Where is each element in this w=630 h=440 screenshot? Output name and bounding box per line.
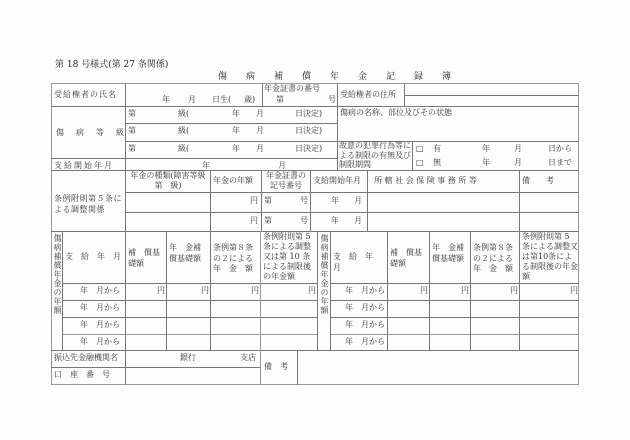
injury-description-field[interactable] [338, 120, 578, 140]
grade-year-label: 年 [232, 144, 240, 153]
payment-start-month: 月 [278, 161, 286, 170]
adj-month-label: 月 [354, 216, 362, 225]
adj-go-label: 号 [300, 196, 308, 205]
form-title [218, 69, 470, 82]
adj-year-label: 年 [331, 216, 339, 225]
bank-remarks-field[interactable] [298, 351, 578, 384]
certificate-number-label: 年金証書の番号 [264, 84, 320, 93]
title-char: 記 [386, 72, 396, 82]
age-label: 歳) [244, 95, 256, 104]
branch-label: 支店 [240, 353, 256, 362]
adj-go-label: 号 [300, 216, 308, 225]
adj-dai-label: 第 [264, 196, 272, 205]
annual-col-pension-base-left: 年 金補 償基礎額 [169, 243, 209, 263]
annual-col-art-supp-right-right: 条例附則第 5 条による調整又は第10条による制限後の年金額 [522, 232, 578, 281]
grade-kyu-label: 級( [178, 126, 190, 135]
annual-yen-label: 円 [201, 286, 209, 295]
grade-year-label: 年 [232, 126, 240, 135]
restriction-from-month: 月 [514, 144, 522, 153]
annual-yen-label: 円 [570, 286, 578, 295]
annual-amount-side-label-right: 傷病補償年金の年額 [320, 234, 329, 315]
title-char: 償 [302, 72, 312, 82]
restriction-to-suffix: 日まで [548, 158, 572, 167]
restriction-label: 故意の犯罪行為等による制限の有無及び制限期間 [339, 141, 411, 169]
annual-col-art-supp-left-left: 条例附則第 5 条による調整又は第 10 条による制限後の年金額 [263, 232, 311, 281]
title-char: 簿 [442, 72, 452, 82]
restriction-no-label: 無 [433, 158, 441, 167]
annual-yen-label: 円 [308, 286, 316, 295]
restriction-to-month: 月 [514, 158, 522, 167]
restriction-to-year: 年 [482, 158, 490, 167]
injury-description-label: 傷病の名称、部位及びその状態 [340, 108, 452, 117]
adj-yen-label: 円 [250, 216, 258, 225]
grade-month-label: 月 [256, 126, 264, 135]
annual-col-pension-base-right: 年 金補 償基礎額 [432, 243, 472, 263]
annual-row-month-left: 年 月から [80, 320, 120, 329]
annual-row-month-left: 年 月から [80, 286, 120, 295]
adj-month-label: 月 [354, 196, 362, 205]
birth-year-label: 年 [162, 95, 170, 104]
annual-yen-label: 円 [510, 286, 518, 295]
adj-col-social-insurance-office: 所 轄 社 会 保 険 事 務 所 等 [374, 176, 477, 185]
account-number-label: 口 座 番 号 [54, 370, 110, 379]
adj-col-pension-type: 年金の種類(障害等級第 級) [130, 171, 206, 190]
restriction-from-suffix: 日から [548, 144, 572, 153]
grade-kyu-label: 級( [178, 109, 190, 118]
annual-col-base-left: 補 償基礎額 [128, 248, 160, 268]
annual-yen-label: 円 [251, 286, 259, 295]
restriction-yes-label: 有 [433, 144, 441, 153]
annual-col-art8-left: 条例第８条の２による年 金 額 [213, 243, 253, 273]
annual-row-month-right: 年 月から [345, 337, 385, 346]
title-char: 病 [246, 72, 256, 82]
adjustment-label: 条例附則第５条による調整関係 [54, 194, 122, 214]
annual-col-art8-right: 条例第８条の２による年 金 額 [473, 243, 513, 273]
title-char: 年 [330, 72, 340, 82]
annual-col-pay-month-right: 支 給 年 月 [333, 252, 381, 272]
annual-row-month-right: 年 月から [345, 320, 385, 329]
grade-dai-label: 第 [128, 144, 136, 153]
restriction-yes-checkbox[interactable]: □ [416, 144, 424, 153]
bank-institution-label: 振込先金融機関名 [54, 353, 118, 362]
annual-row-month-right: 年 月から [345, 286, 385, 295]
adj-year-label: 年 [331, 196, 339, 205]
grade-kyu-label: 級( [178, 144, 190, 153]
grade-month-label: 月 [256, 109, 264, 118]
grade-dai-label: 第 [128, 109, 136, 118]
annual-yen-label: 円 [461, 286, 469, 295]
form-number: 第 18 号様式(第 27 条関係) [55, 60, 169, 70]
adj-col-start-month: 支給開始年月 [313, 176, 361, 185]
title-char: 金 [358, 72, 368, 82]
grade-year-label: 年 [232, 109, 240, 118]
annual-row-month-left: 年 月から [80, 303, 120, 312]
grade-decided-label: 日決定) [295, 126, 323, 135]
account-number-field[interactable] [126, 368, 259, 384]
grade-dai-label: 第 [128, 126, 136, 135]
annual-row-month-right: 年 月から [345, 303, 385, 312]
grade-label: 傷 病 等 級 [56, 128, 126, 137]
title-char: 補 [274, 72, 284, 82]
adj-col-remarks: 備 考 [522, 176, 554, 185]
grade-decided-label: 日決定) [295, 144, 323, 153]
adj-col-annual-amount: 年金の年額 [213, 176, 253, 185]
recipient-name-label: 受給権者の氏名 [54, 90, 117, 99]
cert-dai-label: 第 [276, 95, 284, 104]
bank-label: 銀行 [180, 353, 196, 362]
annual-row-month-left: 年 月から [80, 337, 120, 346]
annual-yen-label: 円 [420, 286, 428, 295]
title-char: 録 [414, 72, 424, 82]
annual-col-pay-month-left: 支 給 年 月 [65, 252, 121, 261]
restriction-no-checkbox[interactable]: □ [416, 158, 424, 167]
grade-decided-label: 日決定) [295, 109, 323, 118]
address-field[interactable] [405, 84, 578, 106]
payment-start-year: 年 [202, 161, 210, 170]
bank-remarks-label: 備 考 [264, 362, 288, 371]
cert-go-label: 号 [328, 95, 336, 104]
adj-dai-label: 第 [264, 216, 272, 225]
birth-month-label: 月 [188, 95, 196, 104]
address-label: 受給権者の住所 [340, 90, 396, 99]
adj-yen-label: 円 [250, 196, 258, 205]
annual-yen-label: 円 [157, 286, 165, 295]
annual-amount-side-label-left: 傷病補償年金の年額 [53, 234, 62, 315]
title-char: 傷 [218, 72, 228, 82]
birth-day-label: 日生( [212, 95, 232, 104]
payment-start-label: 支給開始年月 [54, 161, 114, 170]
adj-col-cert-number: 年金証書の記号番号 [266, 171, 306, 190]
restriction-from-year: 年 [482, 144, 490, 153]
annual-col-base-right: 補 償基礎額 [390, 248, 422, 268]
grade-month-label: 月 [256, 144, 264, 153]
